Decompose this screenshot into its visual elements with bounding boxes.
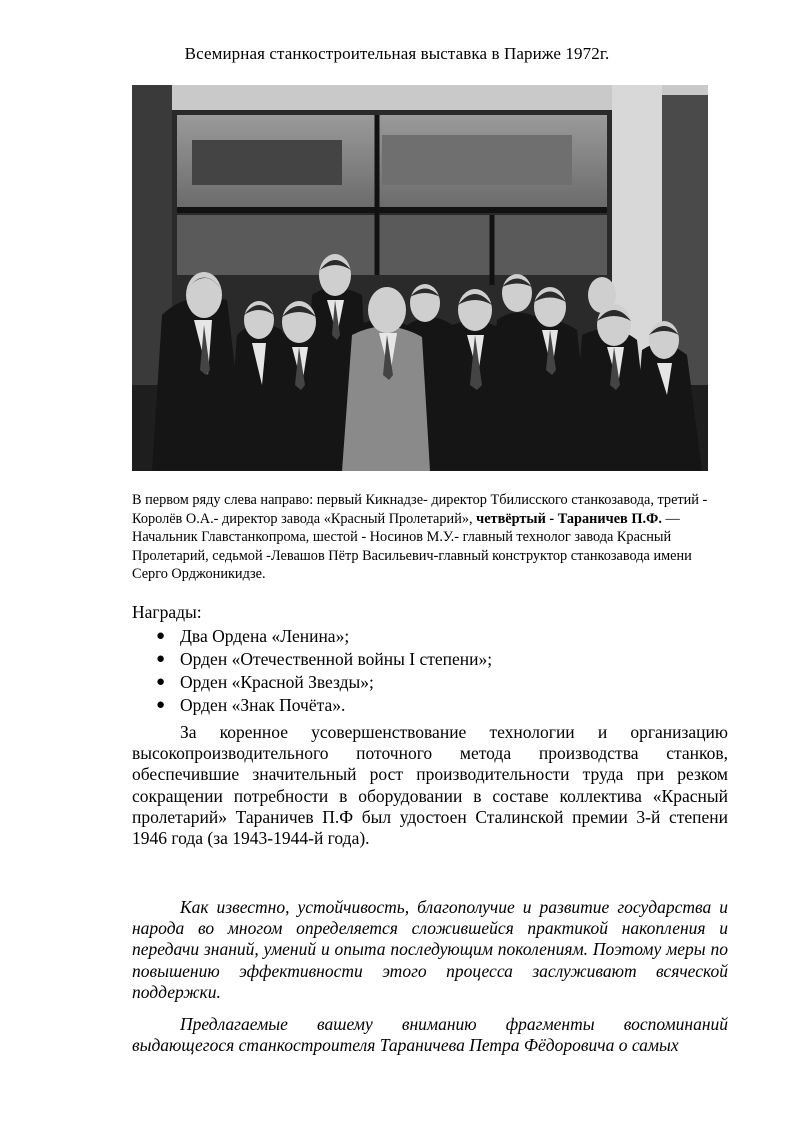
page-title: Всемирная станкостроительная выставка в Париже 1972г. [184, 44, 610, 63]
bullet-icon: ● [156, 697, 166, 713]
paragraph-memoirs [132, 1014, 728, 1056]
awards-list [132, 625, 492, 717]
bullet-icon: ● [156, 674, 166, 690]
bullet-icon: ● [156, 651, 166, 667]
award-label: Орден «Красной Звезды»; [180, 672, 374, 692]
paragraph-3-text: Предлагаемые вашему вниманию фрагменты воспоминаний выдающегося станкостроителя Тараничева Петра Фёдоровича о самых [132, 1014, 728, 1056]
paragraph-stalin-prize [132, 722, 728, 849]
paragraph-knowledge [132, 897, 728, 1003]
caption-text-2: — Начальник Главстанкопрома, шестой - Носинов М.У.- главный технолог завода Красный Пролетарий, седьмой -Левашов Пётр Васильевич-главный конструктор станкозавода имени Серго Орджоникидзе. [132, 510, 692, 582]
bullet-icon: ● [156, 628, 166, 644]
caption-bold: четвёртый - Тараничев П.Ф. [476, 510, 662, 527]
list-item [132, 625, 492, 648]
caption-text-1: В первом ряду слева направо: первый Кикнадзе- директор Тбилисского станкозавода, третий - Королёв О.А.- директор завода «Красный Пролетарий», [132, 492, 708, 527]
list-item [132, 671, 492, 694]
award-label: Два Ордена «Ленина»; [180, 626, 350, 646]
paragraph-2-text: Как известно, устойчивость, благополучие и развитие государства и народа во многом определяется сложившейся практикой накопления и передачи знаний, умений и опыта последующим поколениям. Поэтому меры по повышению эффективности этого процесса заслуживают всяческой поддержки. [132, 897, 728, 1002]
award-label: Орден «Знак Почёта». [180, 695, 346, 715]
list-item [132, 694, 492, 717]
paragraph-1-text: За коренное усовершенствование технологии и организацию высокопроизводительного поточного метода производства станков, обеспечившие значительный рост производительности труда при резком сокращении потребности в оборудовании в составе коллектива «Красный пролетарий» Тараничев П.Ф был удостоен Сталинской премии 3-й степени 1946 года (за 1943-1944-й года). [132, 722, 728, 849]
photo-caption [132, 491, 722, 584]
list-item [132, 648, 492, 671]
group-photo [132, 85, 708, 471]
awards-heading: Награды: [132, 602, 202, 622]
award-label: Орден «Отечественной войны I степени»; [180, 649, 493, 669]
